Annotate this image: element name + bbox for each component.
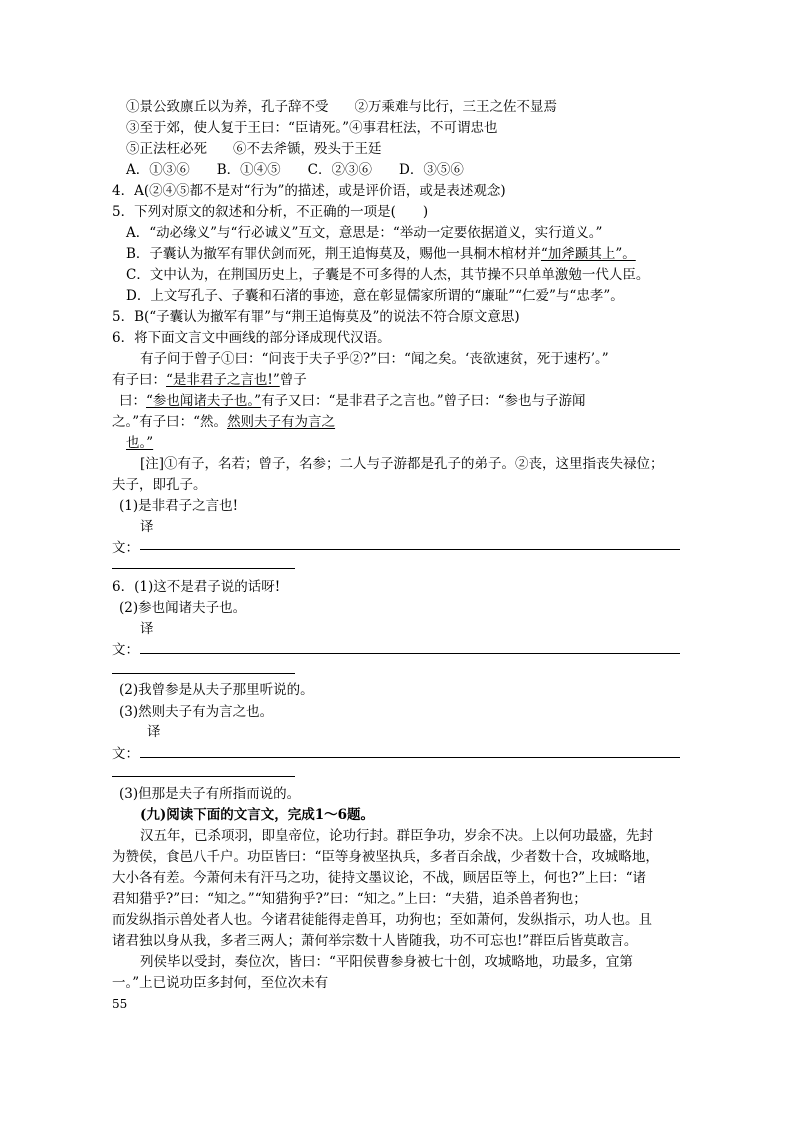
q5-option-d: D．上文写孔子、子囊和石渚的事迹，意在彰显儒家所谓的“廉耻”“仁爱”与“忠孝”。 [126,288,624,304]
q3-option-6: ⑥不去斧锧，殁头于王廷 [233,141,382,157]
q5-option-c: C．文中认为，在荆国历史上，子囊是不可多得的人杰，其节操不只单单激勉一代人臣。 [126,267,650,283]
q3-option-3: ③至于郊，使人复于王曰：“臣请死。” [126,120,350,136]
section-9-line-2: 为赞侯，食邑八千户。功臣皆曰：“臣等身被坚执兵，多者百余战，少者数十合，攻城略地， [112,849,659,865]
q5-stem: 5．下列对原文的叙述和分析，不正确的一项是( ) [112,204,429,220]
q6-underlined-phrase-2: “参也闻诸夫子也。” [146,393,262,409]
q3-option-line-1 [126,97,557,117]
answer-line-3a [140,757,680,758]
answer-line-2a [140,653,680,654]
q4-answer: 4．A(②④⑤都不是对“行为”的描述，或是评价语，或是表述观念) [112,183,506,199]
q6-note-line-2: 夫子，即孔子。 [112,477,207,493]
page-number: 55 [112,997,128,1011]
section-9-line-4: 君知猎乎?”曰：“知之。”“知猎狗乎?”曰：“知之。”上曰：“夫猎，追杀兽者狗也； [112,891,587,907]
wen-label-3: 文： [112,746,139,762]
section-9-line-1: 汉五年，已杀项羽，即皇帝位，论功行封。群臣争功，岁余不决。上以何功最盛，先封 [140,828,653,844]
q5-answer: 5．B(“子囊认为撤军有罪”与“荆王追悔莫及”的说法不符合原文意思) [112,309,520,325]
q6-item-2: (2)参也闻诸夫子也。 [119,600,247,616]
translate-label-2: 译 [140,621,154,637]
q6-passage-line-5 [126,433,153,453]
answer-line-1a [140,549,680,550]
answer-line-3b [112,776,295,777]
q5-option-a: A．“动必缘义”与“行必诚义”互文，意思是：“举动一定要依据道义，实行道义。” [126,225,603,241]
q5-option-b: B．子囊认为撤军有罪伏剑而死，荆王追悔莫及，赐他一具桐木棺材并“加斧踬其上”。 [126,246,636,262]
answer-line-2b [112,673,295,674]
q6-stem: 6．将下面文言文中画线的部分译成现代汉语。 [112,330,391,346]
q3-option-5: ⑤正法枉必死 [126,141,207,157]
section-9-heading: (九)阅读下面的文言文，完成1～6题。 [140,807,375,823]
q6-underlined-phrase-1: “是非君子之言也!” [166,372,280,388]
q6-passage-line-2: 有子曰：“是非君子之言也!”曾子 [112,372,307,388]
translate-label-3: 译 [147,724,161,740]
q5-option-b-underlined: “加斧踬其上”。 [540,246,636,262]
answer-line-1b [112,568,295,569]
section-9-line-8: 一。”上已说功臣多封何，至位次未有 [112,975,329,991]
q3-option-2: ②万乘难与比行，三王之佐不显焉 [354,99,557,115]
q6-answer-1: 6．(1)这不是君子说的话呀! [112,579,281,595]
translate-label-1: 译 [140,519,154,535]
q6-underlined-phrase-3: 然则夫子有为言之 [227,414,336,430]
q3-option-1: ①景公致廪丘以为养，孔子辞不受 [126,99,329,115]
q6-answer-3: (3)但那是夫子有所指而说的。 [119,786,301,802]
q6-item-3: (3)然则夫子有为言之也。 [119,704,274,720]
q6-passage-line-3: 曰：“参也闻诸夫子也。”有子又曰：“是非君子之言也。”曾子曰：“参也与子游闻 [119,393,586,409]
q6-note-line-1: [注]①有子，名若；曾子，名参；二人与子游都是孔子的弟子。②丧，这里指丧失禄位； [140,456,664,472]
q6-item-1: (1)是非君子之言也! [119,498,239,514]
wen-label-2: 文： [112,642,139,658]
q6-underlined-phrase-3-end: 也。” [126,435,154,451]
q6-passage-line-1: 有子问于曾子①曰：“问丧于夫子乎②?”曰：“闻之矣。‘丧欲速贫，死于速朽’。” [140,351,609,367]
q6-answer-2: (2)我曾参是从夫子那里听说的。 [119,682,314,698]
q3-option-line-2 [126,118,498,138]
section-9-line-3: 大小各有差。今萧何未有汗马之功，徒持文墨议论，不战，顾居臣等上，何也?”上曰：“诸 [112,870,647,886]
section-9-line-5: 而发纵指示兽处者人也。今诸君徒能得走兽耳，功狗也；至如萧何，发纵指示，功人也。且 [112,912,652,928]
q3-option-4: ④事君枉法，不可谓忠也 [349,120,498,136]
section-9-line-6: 诸君独以身从我，多者三两人；萧何举宗数十人皆随我，功不可忘也!”群臣后皆莫敢言。 [112,933,638,949]
q6-passage-line-4: 之。”有子曰：“然。然则夫子有为言之 [112,414,336,430]
q3-choices: A．①③⑥ B．①④⑤ C．②③⑥ D．③⑤⑥ [126,162,464,178]
wen-label-1: 文： [112,540,139,556]
q3-option-line-3 [126,139,382,159]
section-9-line-7: 列侯毕以受封，奏位次，皆曰：“平阳侯曹参身被七十创，攻城略地，功最多，宜第 [140,954,633,970]
